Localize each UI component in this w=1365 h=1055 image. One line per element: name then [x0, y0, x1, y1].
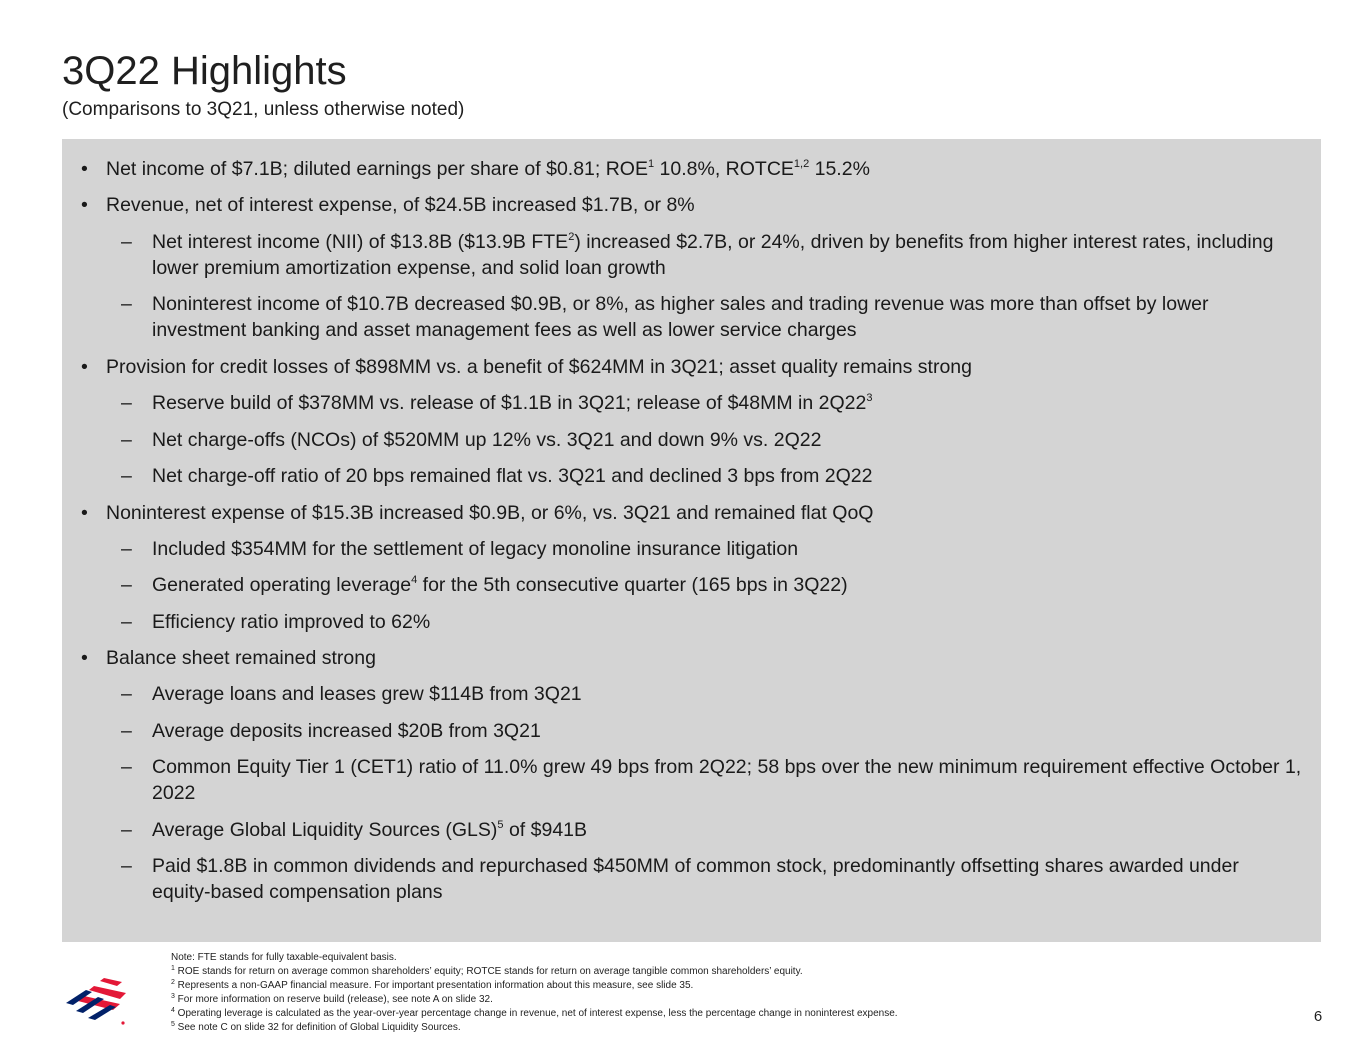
subbullet-noninterest-income: [121, 291, 1302, 343]
bullet-text: Revenue, net of interest expense, of $24.5B increased $1.7B, or 8%: [106, 194, 695, 216]
subbullet-nii: [121, 229, 1302, 281]
dash-marker: –: [121, 855, 132, 877]
bank-of-america-logo: [64, 976, 130, 1028]
bullet-text: Net charge-off ratio of 20 bps remained flat vs. 3Q21 and declined 3 bps from 2Q22: [152, 465, 873, 487]
footnote-number: 5: [171, 1021, 175, 1028]
bullet-text: Generated operating leverage: [152, 574, 412, 596]
subbullet-cet1-ratio: [121, 754, 1302, 806]
footnote-2: [171, 979, 1171, 993]
subbullet-dividends-repurchase: [121, 853, 1302, 905]
dash-marker: –: [121, 429, 132, 451]
footnote-ref: 5: [497, 819, 504, 831]
subbullet-global-liquidity: [121, 817, 1302, 843]
footnote-number: 3: [171, 993, 175, 1000]
footnotes: [171, 951, 1171, 1035]
dash-marker: –: [121, 538, 132, 560]
bullet-text: 15.2%: [809, 158, 870, 180]
dash-marker: –: [121, 293, 132, 315]
footnote-5: [171, 1021, 1171, 1035]
footnote-ref: 2: [568, 231, 575, 243]
registered-mark-icon: [121, 1021, 124, 1024]
footnote-1: [171, 965, 1171, 979]
dash-marker: –: [121, 611, 132, 633]
bullet-text: Provision for credit losses of $898MM vs. a benefit of $624MM in 3Q21; asset quality remains strong: [106, 356, 972, 378]
bullet-text: Average deposits increased $20B from 3Q21: [152, 720, 541, 742]
bullet-noninterest-expense: [81, 500, 1296, 526]
footnote-number: 1: [171, 965, 175, 972]
bullet-text: Balance sheet remained strong: [106, 647, 376, 669]
bullet-text: of $941B: [503, 819, 588, 841]
footnote-fte: Note: FTE stands for fully taxable-equivalent basis.: [171, 952, 397, 963]
highlights-panel: [62, 139, 1321, 942]
page-title: 3Q22 Highlights: [62, 49, 347, 93]
bullet-text: Noninterest income of $10.7B decreased $0.9B, or 8%, as higher sales and trading revenue was more than offset by lower investment banking and asset management fees as well as lower service charges: [152, 293, 1209, 341]
bullet-text: ) increased $2.7B, or 24%, driven by benefits from higher interest rates, including lower premium amortization expense, and solid loan growth: [152, 231, 1274, 279]
dash-marker: –: [121, 819, 132, 841]
bullet-text: Included $354MM for the settlement of legacy monoline insurance litigation: [152, 538, 799, 560]
footnote-number: 4: [171, 1007, 175, 1014]
footnote-ref: 4: [411, 574, 418, 586]
bullet-text: Efficiency ratio improved to 62%: [152, 611, 431, 633]
subbullet-charge-off-ratio: [121, 463, 1302, 489]
page-subtitle: (Comparisons to 3Q21, unless otherwise noted): [62, 99, 465, 120]
subbullet-settlement: [121, 536, 1302, 562]
bullet-marker: •: [81, 356, 88, 378]
bullet-text: Reserve build of $378MM vs. release of $1.1B in 3Q21; release of $48MM in 2Q22: [152, 392, 867, 414]
dash-marker: –: [121, 392, 132, 414]
footnote-text: ROE stands for return on average common shareholders’ equity; ROTCE stands for return on average tangible common shareholders’ equity.: [174, 966, 803, 977]
bullet-text: Net interest income (NII) of $13.8B ($13.9B FTE: [152, 231, 569, 253]
subbullet-average-loans: [121, 681, 1302, 707]
bullet-text: Net charge-offs (NCOs) of $520MM up 12% vs. 3Q21 and down 9% vs. 2Q22: [152, 429, 822, 451]
dash-marker: –: [121, 720, 132, 742]
footnote-text: Represents a non-GAAP financial measure. For important presentation information about this measure, see slide 35.: [174, 980, 694, 991]
dash-marker: –: [121, 231, 132, 253]
footnote-4: [171, 1007, 1171, 1021]
bullet-text: Common Equity Tier 1 (CET1) ratio of 11.0% grew 49 bps from 2Q22; 58 bps over the new minimum requirement effective October 1, 2022: [152, 756, 1302, 804]
bullet-revenue: [81, 192, 1296, 218]
subbullet-average-deposits: [121, 718, 1302, 744]
subbullet-reserve-build: [121, 390, 1302, 416]
bullet-marker: •: [81, 502, 88, 524]
bullet-text: Net income of $7.1B; diluted earnings per share of $0.81; ROE: [106, 158, 648, 180]
bullet-marker: •: [81, 647, 88, 669]
bullet-provision: [81, 354, 1296, 380]
subbullet-operating-leverage: [121, 572, 1302, 598]
bullet-text: Noninterest expense of $15.3B increased $0.9B, or 6%, vs. 3Q21 and remained flat QoQ: [106, 502, 874, 524]
bullet-text: 10.8%, ROTCE: [654, 158, 794, 180]
bullet-net-income: [81, 156, 1296, 182]
bullet-marker: •: [81, 194, 88, 216]
dash-marker: –: [121, 756, 132, 778]
page-number: 6: [1313, 1008, 1323, 1025]
footnote-text: For more information on reserve build (release), see note A on slide 32.: [174, 994, 493, 1005]
bullet-balance-sheet: [81, 645, 1296, 671]
footnote-text: See note C on slide 32 for definition of Global Liquidity Sources.: [174, 1022, 461, 1033]
subbullet-net-charge-offs: [121, 427, 1302, 453]
bullet-text: Paid $1.8B in common dividends and repurchased $450MM of common stock, predominantly offsetting shares awarded under equity-based compensation plans: [152, 855, 1239, 903]
dash-marker: –: [121, 574, 132, 596]
footnote-text: Operating leverage is calculated as the year-over-year percentage change in revenue, net of interest expense, less the percentage change in noninterest expense.: [174, 1008, 898, 1019]
bullet-marker: •: [81, 158, 88, 180]
bullet-text: Average loans and leases grew $114B from 3Q21: [152, 683, 582, 705]
bullet-text: Average Global Liquidity Sources (GLS): [152, 819, 498, 841]
subbullet-efficiency-ratio: [121, 609, 1302, 635]
footnote-number: 2: [171, 979, 175, 986]
footnote-3: [171, 993, 1171, 1007]
bullet-text: for the 5th consecutive quarter (165 bps in 3Q22): [417, 574, 848, 596]
dash-marker: –: [121, 465, 132, 487]
dash-marker: –: [121, 683, 132, 705]
footnote-ref: 3: [866, 392, 873, 404]
footnote-ref: 1: [647, 158, 655, 170]
footnote-ref: 1,2: [793, 158, 810, 170]
